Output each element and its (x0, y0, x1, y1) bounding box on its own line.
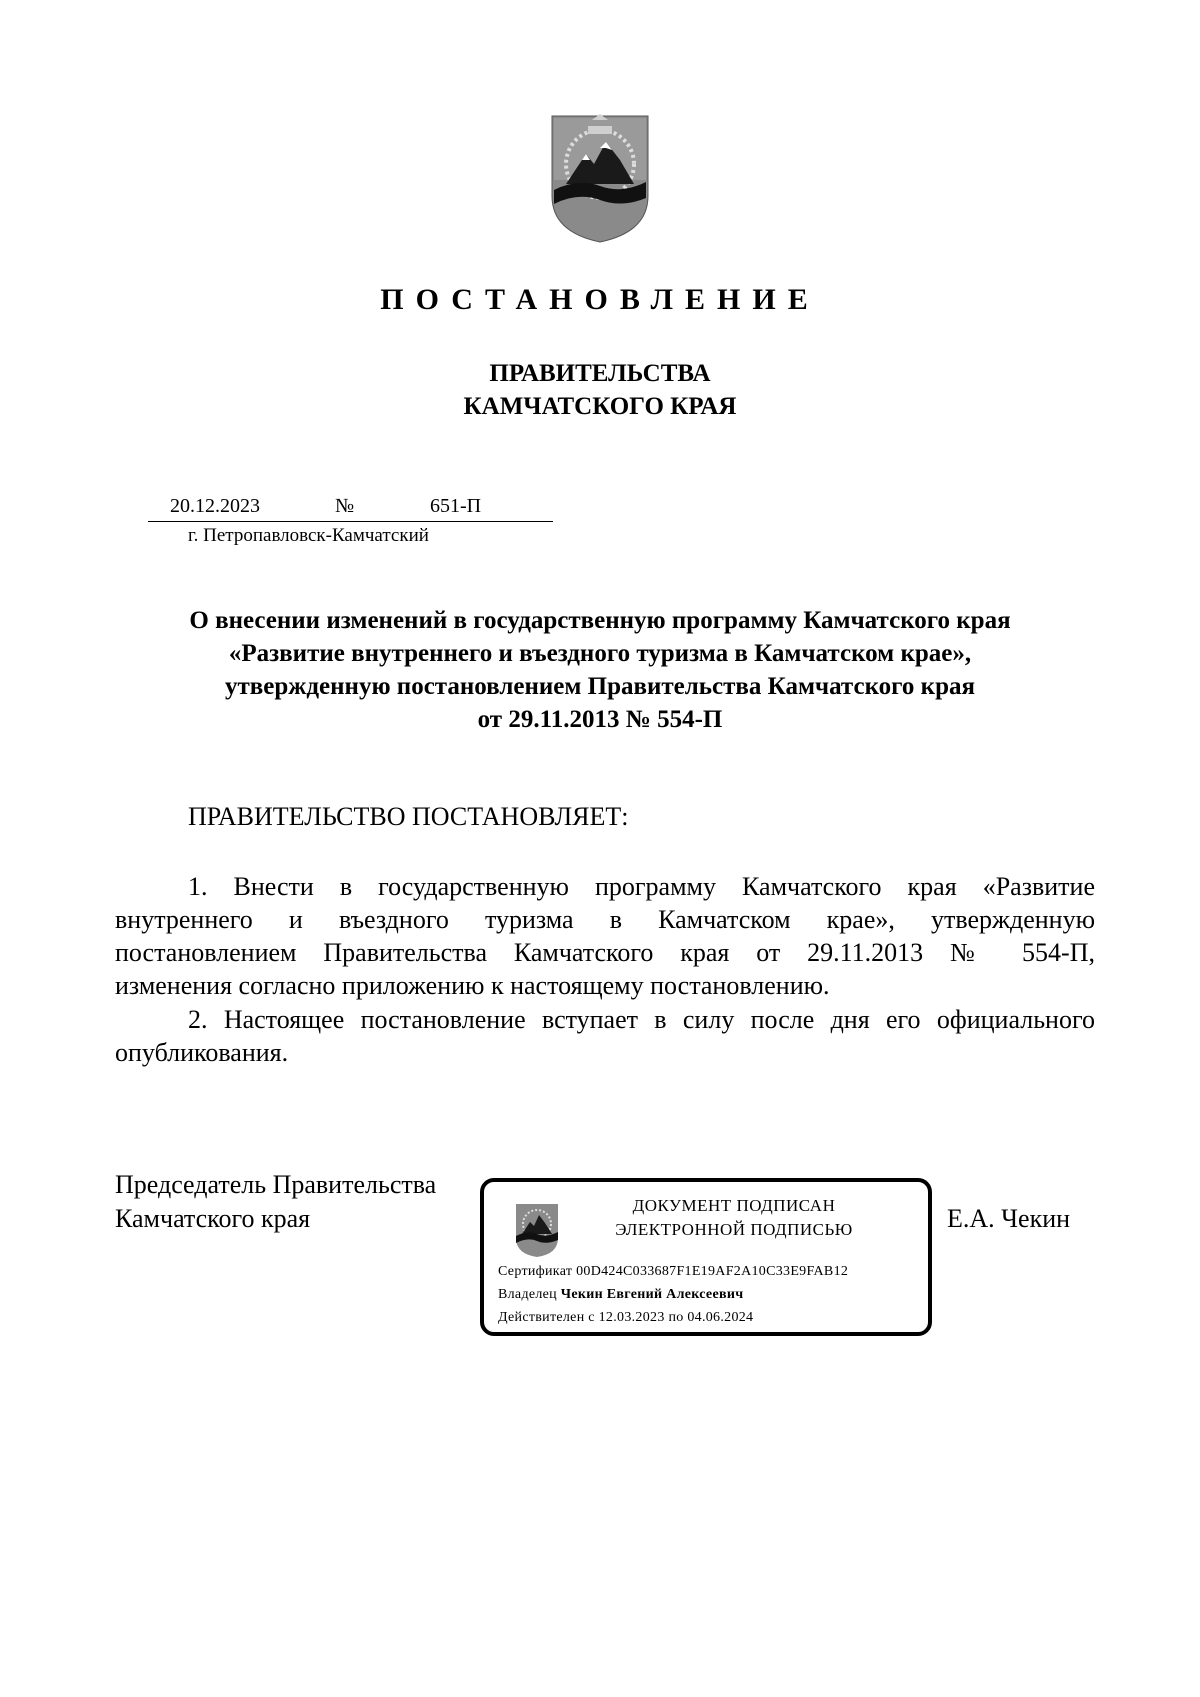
valid-to-label: по (668, 1310, 684, 1325)
stamp-owner (498, 1287, 743, 1303)
body-line: опубликования. (115, 1038, 289, 1067)
coat-of-arms-icon (548, 112, 652, 244)
signer-position-line-1: Председатель Правительства (115, 1170, 437, 1199)
body-line: 2. Настоящее постановление вступает в силу после дня его официального (188, 1005, 1095, 1034)
title-line-4: от 29.11.2013 № 554-П (477, 706, 723, 733)
certificate-label: Сертификат (498, 1264, 573, 1279)
body-line: внутреннего и въездного туризма в Камчатском крае», утвержденную (115, 905, 1095, 934)
title-line-2: «Развитие внутреннего и въездного туризма в Камчатском крае», (228, 640, 972, 667)
signer-position-line-2: Камчатского края (115, 1204, 311, 1233)
owner-label: Владелец (498, 1287, 557, 1302)
body-line: изменения согласно приложению к настоящему постановлению. (115, 971, 830, 1000)
body-line: 1. Внести в государственную программу Камчатского края «Развитие (188, 872, 1095, 901)
stamp-emblem-icon (514, 1202, 560, 1258)
document-number: 651-П (430, 495, 482, 517)
stamp-heading-line-1: ДОКУМЕНТ ПОДПИСАН (632, 1196, 836, 1215)
certificate-value: 00D424C033687F1E19AF2A10C33E9FAB12 (576, 1264, 849, 1279)
authority-line-2: КАМЧАТСКОГО КРАЯ (463, 393, 737, 420)
meta-underline (148, 521, 553, 522)
stamp-validity (498, 1310, 753, 1326)
decree-heading: ПРАВИТЕЛЬСТВО ПОСТАНОВЛЯЕТ: (188, 802, 629, 831)
authority-line-1: ПРАВИТЕЛЬСТВА (489, 360, 711, 387)
document-city: г. Петропавловск-Камчатский (188, 525, 429, 546)
document-date: 20.12.2023 (170, 495, 260, 517)
signer-name: Е.А. Чекин (947, 1204, 1071, 1233)
stamp-certificate (498, 1264, 848, 1280)
stamp-heading-line-2: ЭЛЕКТРОННОЙ ПОДПИСЬЮ (615, 1220, 853, 1239)
electronic-signature-stamp (480, 1178, 932, 1336)
title-line-1: О внесении изменений в государственную программу Камчатского края (189, 607, 1011, 634)
valid-from: 12.03.2023 (598, 1310, 665, 1325)
number-sign: № (335, 495, 355, 517)
valid-to: 04.06.2024 (687, 1310, 754, 1325)
title-line-3: утвержденную постановлением Правительства Камчатского края (224, 673, 975, 700)
owner-value: Чекин Евгений Алексеевич (560, 1287, 744, 1302)
document-type: ПОСТАНОВЛЕНИЕ (380, 283, 820, 316)
body-line: постановлением Правительства Камчатского края от 29.11.2013 № 554-П, (115, 938, 1095, 967)
valid-label: Действителен с (498, 1310, 595, 1325)
